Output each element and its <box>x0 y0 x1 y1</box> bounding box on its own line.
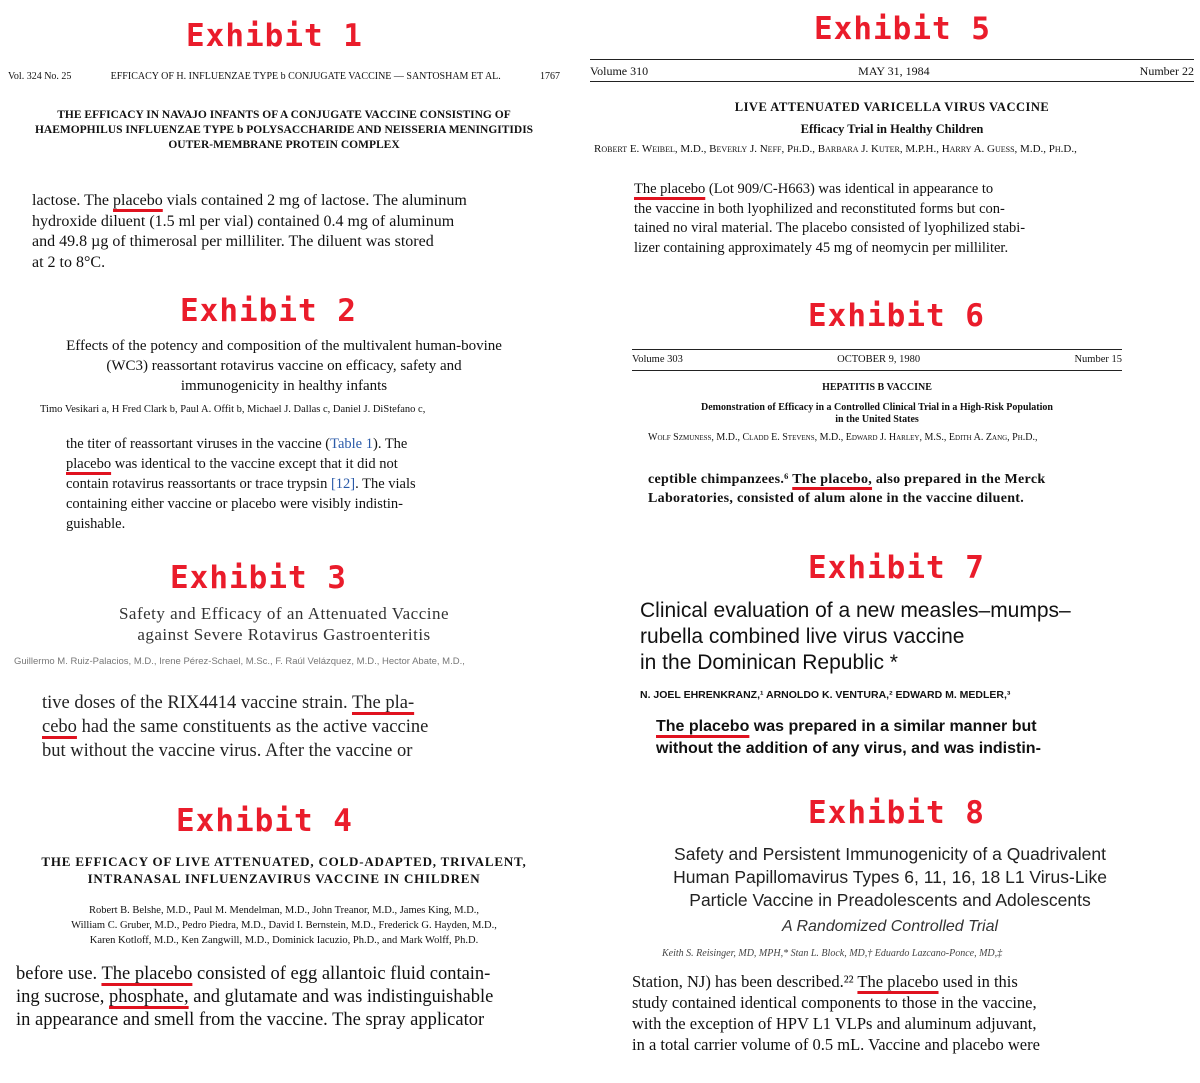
placebo-highlight: placebo <box>113 192 163 209</box>
exhibit-label: Exhibit 1 <box>186 18 363 54</box>
author-list: Wolf Szmuness, M.D., Cladd E. Stevens, M.D., Edward J. Harley, M.S., Edith A. Zang, Ph.D., <box>648 432 1038 443</box>
placebo-highlight: The placebo <box>101 964 193 984</box>
exhibit-label: Exhibit 6 <box>808 298 985 334</box>
journal-header <box>632 354 1122 365</box>
issue-number: Number 22 <box>1139 64 1194 78</box>
excerpt-text: ceptible chimpanzees.⁶ The placebo, also prepared in the Merck Laboratories, consisted of alum alone in the vaccine diluent. <box>648 472 1046 506</box>
author-list: Robert B. Belshe, M.D., Paul M. Mendelman, M.D., John Treanor, M.D., James King, M.D., William C. Gruber, M.D., Pedro Piedra, M.D., David I. Bernstein, M.D., Frederick G. Hayden, M.D., Karen Kotloff, M.D., Ken Zangwill, M.D., Dominick Iacuzio, Ph.D., and Mark Wolff, Ph.D. <box>71 905 497 946</box>
excerpt-text: The placebo was prepared in a similar manner but without the addition of any virus, and was indistin- <box>656 718 1041 757</box>
article-subtitle: A Randomized Controlled Trial <box>781 918 999 935</box>
article-title: HEPATITIS B VACCINE Demonstration of Efficacy in a Controlled Clinical Trial in a High-Risk Population in the United States <box>701 382 1053 425</box>
table-link[interactable]: Table 1 <box>330 436 373 452</box>
header-rule <box>632 349 1122 350</box>
article-title: THE EFFICACY OF LIVE ATTENUATED, COLD-ADAPTED, TRIVALENT, INTRANASAL INFLUENZAVIRUS VACCINE IN CHILDREN <box>41 854 527 886</box>
excerpt-text: before use. The placebo consisted of egg allantoic fluid contain- ing sucrose, phosphate, and glutamate and was indistinguishable in appearance and smell from the vaccine. The spray applicator <box>16 964 494 1030</box>
article-title: Safety and Persistent Immunogenicity of a Quadrivalent Human Papillomavirus Types 6, 11, 16, 18 L1 Virus-Like Particle Vaccine in Preadolescents and Adolescents <box>673 844 1107 910</box>
exhibit-label: Exhibit 8 <box>808 795 985 831</box>
placebo-highlight: The pla- <box>351 693 415 713</box>
article-title: LIVE ATTENUATED VARICELLA VIRUS VACCINE Efficacy Trial in Healthy Children <box>734 100 1050 136</box>
header-rule <box>632 370 1122 371</box>
phosphate-highlight: phosphate, <box>109 987 189 1007</box>
article-title: Safety and Efficacy of an Attenuated Vaccine against Severe Rotavirus Gastroenteritis <box>118 604 450 644</box>
placebo-highlight: The placebo <box>857 972 939 991</box>
exhibit-label: Exhibit 4 <box>176 803 353 839</box>
placebo-highlight: The placebo, <box>792 472 873 487</box>
excerpt-text: the titer of reassortant viruses in the vaccine (Table 1). The placebo was identical to the vaccine except that it did not contain rotavirus reassortants or trace trypsin [12]. The vials containing either vaccine or placebo were visibly indistin- guishable. <box>66 436 416 532</box>
volume-info: Vol. 324 No. 25 <box>8 71 72 82</box>
header-rule <box>590 59 1194 60</box>
exhibit-label: Exhibit 3 <box>170 560 347 596</box>
author-list: Guillermo M. Ruiz-Palacios, M.D., Irene Pérez-Schael, M.Sc., F. Raúl Velázquez, M.D., Hector Abate, M.D., <box>14 656 465 667</box>
journal-header <box>8 71 560 82</box>
header-rule <box>590 81 1194 82</box>
placebo-highlight: The placebo <box>656 718 750 735</box>
excerpt-text: lactose. The placebo vials contained 2 mg of lactose. The aluminum hydroxide diluent (1.5 ml per vial) contained 0.4 mg of aluminum and 49.8 µg of thimerosal per milliliter. The diluent was stored at 2 to 8°C. <box>32 192 467 271</box>
issue-date: MAY 31, 1984 <box>858 64 930 78</box>
exhibit-label: Exhibit 2 <box>180 293 357 329</box>
article-title: Clinical evaluation of a new measles–mumps– rubella combined live virus vaccine in the Dominican Republic * <box>640 599 1071 674</box>
author-list: Robert E. Weibel, M.D., Beverly J. Neff, Ph.D., Barbara J. Kuter, M.P.H., Harry A. Guess, M.D., Ph.D., <box>594 143 1077 155</box>
article-title: Effects of the potency and composition of the multivalent human-bovine (WC3) reassortant rotavirus vaccine on efficacy, safety and immunogenicity in healthy infants <box>66 338 502 394</box>
exhibit-label: Exhibit 7 <box>808 550 985 586</box>
placebo-highlight: placebo <box>66 456 112 472</box>
running-title: EFFICACY OF H. INFLUENZAE TYPE b CONJUGATE VACCINE — SANTOSHAM ET AL. <box>110 71 501 82</box>
issue-date: OCTOBER 9, 1980 <box>837 354 921 365</box>
page-number: 1767 <box>539 71 560 82</box>
placebo-highlight: The placebo <box>634 181 706 197</box>
excerpt-text: Station, NJ) has been described.²² The placebo used in this study contained identical components to those in the vaccine, with the exception of HPV L1 VLPs and aluminum adjuvant, in a total carrier volume of 0.5 mL. Vaccine and placebo were <box>632 972 1040 1054</box>
issue-number: Number 15 <box>1074 354 1122 365</box>
volume-info: Volume 310 <box>590 64 649 78</box>
author-list: Keith S. Reisinger, MD, MPH,* Stan L. Block, MD,† Eduardo Lazcano-Ponce, MD,‡ <box>662 948 1003 959</box>
author-list: N. JOEL EHRENKRANZ,¹ ARNOLDO K. VENTURA,² EDWARD M. MEDLER,³ <box>640 689 1011 701</box>
excerpt-text: The placebo (Lot 909/C-H663) was identical in appearance to the vaccine in both lyophilized and reconstituted forms but con- tained no viral material. The placebo consisted of lyophilized stabi- lizer containing approximately 45 mg of neomycin per milliliter. <box>634 181 1026 256</box>
placebo-highlight: cebo <box>42 717 77 737</box>
article-title: THE EFFICACY IN NAVAJO INFANTS OF A CONJUGATE VACCINE CONSISTING OF HAEMOPHILUS INFLUENZAE TYPE b POLYSACCHARIDE AND NEISSERIA MENINGITIDIS OUTER-MEMBRANE PROTEIN COMPLEX <box>34 109 534 151</box>
exhibit-label: Exhibit 5 <box>814 11 991 47</box>
excerpt-text: tive doses of the RIX4414 vaccine strain. The pla- cebo had the same constituents as the active vaccine but without the vaccine virus. After the vaccine or <box>42 693 429 761</box>
volume-info: Volume 303 <box>632 354 683 365</box>
journal-header <box>590 64 1194 79</box>
reference-link[interactable]: [12] <box>330 476 356 492</box>
author-list: Timo Vesikari a, H Fred Clark b, Paul A. Offit b, Michael J. Dallas c, Daniel J. DiStefano c, <box>40 404 426 415</box>
